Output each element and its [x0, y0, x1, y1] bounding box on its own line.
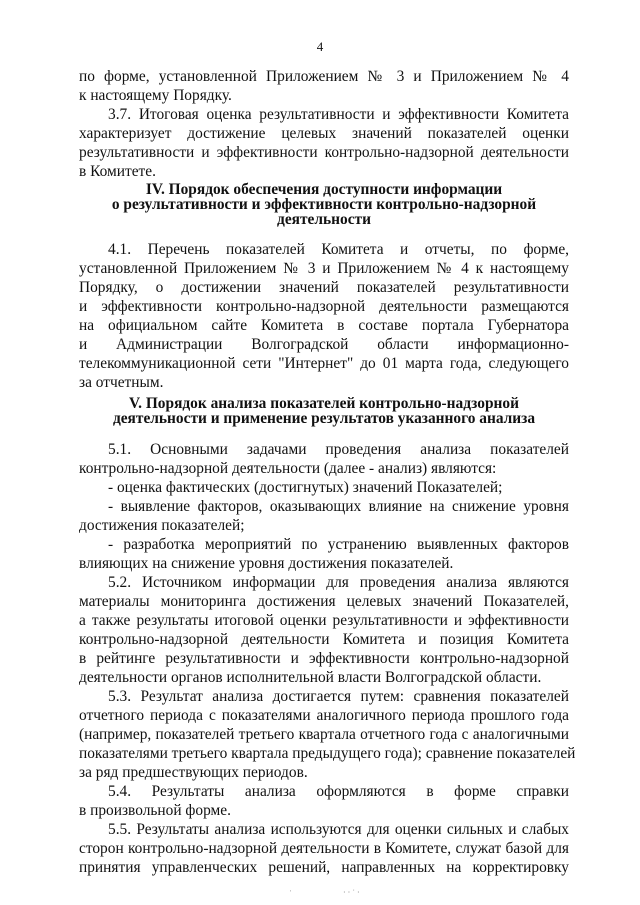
text-line: в Комитете. — [79, 163, 156, 180]
text-line: 5.3. Результат анализа достигается путем: сравнения показателей — [108, 688, 569, 705]
text-line: 5.1. Основными задачами проведения анализа показателей — [108, 441, 569, 458]
section-heading: V. Порядок анализа показателей контрольно-надзорной — [129, 395, 519, 412]
text-line: сторон контрольно-надзорной деятельности в Комитете, служат базой для — [79, 840, 569, 857]
text-line: деятельности органов исполнительной власти Волгоградской области. — [79, 669, 542, 686]
section-heading: IV. Порядок обеспечения доступности информации — [145, 181, 503, 198]
text-line: 5.5. Результаты анализа используются для оценки сильных и слабых — [108, 821, 569, 838]
text-line: к настоящему Порядку. — [79, 87, 232, 104]
text-line: за ряд предшествующих периодов. — [79, 764, 308, 781]
text-line: принятия управленческих решений, направленных на корректировку — [79, 859, 569, 876]
text-line: - разработка мероприятий по устранению выявленных факторов — [108, 536, 569, 553]
section-heading: о результативности и эффективности контрольно-надзорной — [111, 196, 537, 213]
text-line: и Администрации Волгоградской области информационно- — [79, 336, 569, 353]
text-line: Порядку, о достижении значений показателей результативности — [79, 279, 569, 296]
text-line: контрольно-надзорной деятельности (далее - анализ) являются: — [79, 460, 497, 477]
text-line: материалы мониторинга достижения целевых значений Показателей, — [79, 593, 569, 610]
text-line: контрольно-надзорной деятельности Комитета и позиция Комитета — [79, 631, 569, 648]
text-line: 5.2. Источником информации для проведения анализа являются — [108, 574, 569, 591]
text-line: и эффективности контрольно-надзорной деятельности размещаются — [79, 298, 569, 315]
scan-speck: ˈ — [289, 889, 292, 898]
text-line: результативности и эффективности контрольно-надзорной деятельности — [79, 144, 569, 161]
text-line: - выявление факторов, оказывающих влияние на снижение уровня — [108, 498, 569, 515]
text-line: - оценка фактических (достигнутых) значений Показателей; — [108, 479, 503, 496]
text-line: отчетного периода с показателями аналогичного периода прошлого года — [79, 707, 569, 724]
section-heading: деятельности и применение результатов указанного анализа — [112, 410, 536, 427]
text-line: характеризует достижение целевых значений показателей оценки — [79, 125, 569, 142]
text-line: по форме, установленной Приложением № 3 и Приложением № 4 — [79, 68, 569, 85]
page-number: 4 — [316, 39, 324, 54]
text-line: показателями третьего квартала предыдущего года); сравнение показателей — [79, 745, 576, 762]
text-line: на официальном сайте Комитета в составе портала Губернатора — [79, 317, 569, 334]
text-line: установленной Приложением № 3 и Приложением № 4 к настоящему — [79, 260, 569, 277]
scan-speck: · · ˙ · — [343, 888, 360, 897]
text-line: в произвольной форме. — [79, 802, 231, 819]
text-line: в рейтинге результативности и эффективности контрольно-надзорной — [79, 650, 569, 667]
text-line: 4.1. Перечень показателей Комитета и отчеты, по форме, — [108, 241, 569, 258]
text-line: 3.7. Итоговая оценка результативности и эффективности Комитета — [108, 106, 569, 123]
text-line: а также результаты итоговой оценки результативности и эффективности — [79, 612, 569, 629]
text-line: влияющих на снижение уровня достижения показателей. — [79, 555, 454, 572]
text-line: (например, показателей третьего квартала отчетного года с аналогичными — [79, 726, 569, 743]
text-line: 5.4. Результаты анализа оформляются в форме справки — [108, 783, 569, 800]
text-line: достижения показателей; — [79, 517, 245, 534]
section-heading: деятельности — [277, 211, 371, 228]
text-line: за отчетным. — [79, 374, 164, 391]
text-line: телекоммуникационной сети "Интернет" до 01 марта года, следующего — [79, 355, 569, 372]
